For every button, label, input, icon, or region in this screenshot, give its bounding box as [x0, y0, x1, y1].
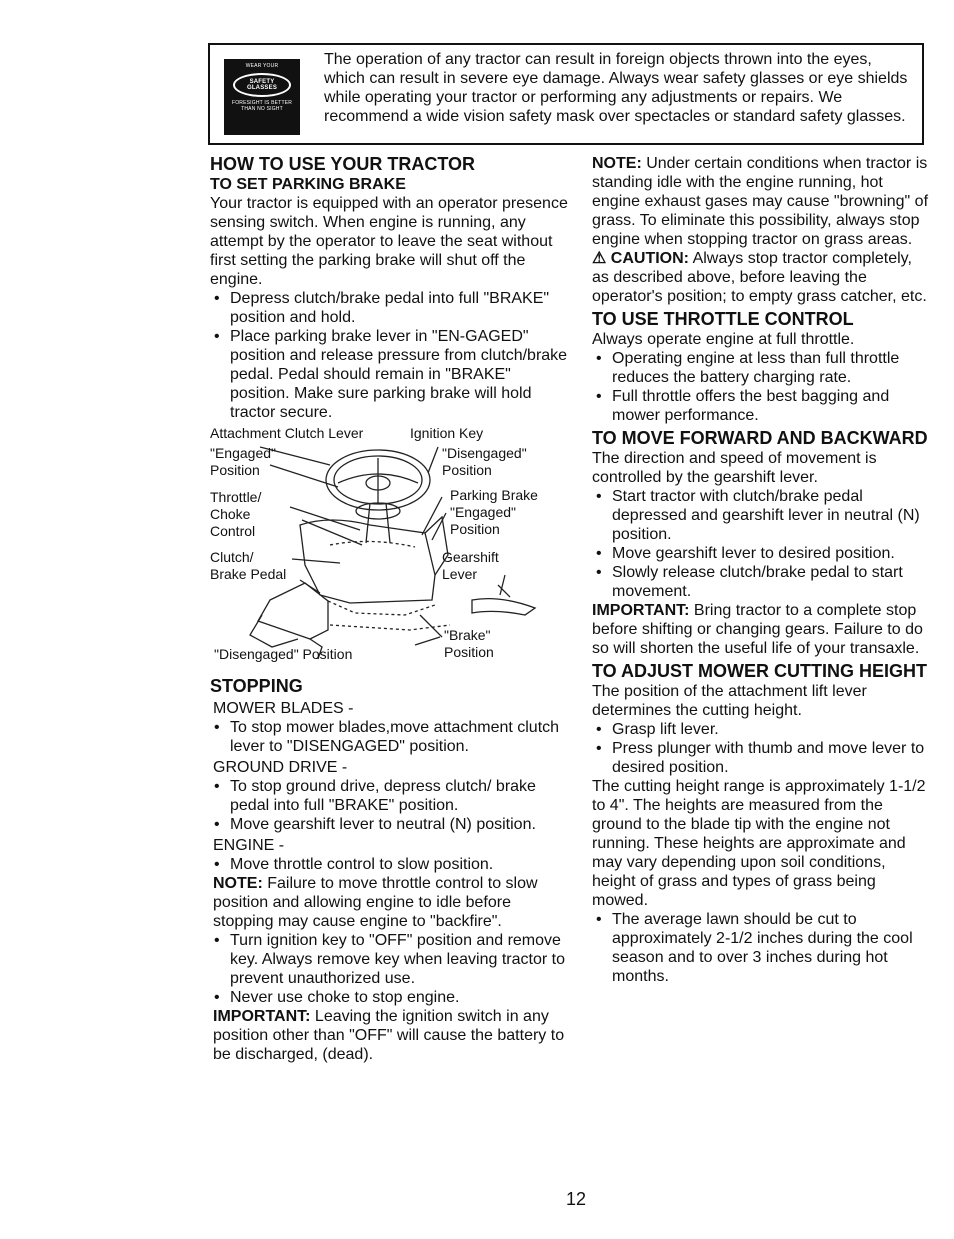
ignition-important: [213, 1007, 570, 1064]
list-item: • Never use choke to stop engine.: [210, 988, 570, 1007]
safety-glasses-icon: [224, 59, 300, 135]
engine-label: ENGINE -: [213, 837, 285, 854]
disengaged-position-bottom-label: "Disengaged" Position: [214, 646, 353, 662]
glasses-shape-icon: SAFETY GLASSES: [233, 73, 291, 97]
mower-blades-label: MOWER BLADES -: [213, 700, 354, 717]
move-text: The direction and speed of movement is controlled by the gearshift lever.: [592, 450, 877, 486]
throttle-choke-control-label: Throttle/ Choke Control: [210, 489, 262, 539]
note-text: Failure to move throttle control to slow position and allowing engine to idle before stopping may cause engine to "backfire".: [213, 875, 538, 930]
ignition-key-label: Ignition Key: [410, 425, 484, 441]
list-item: • To stop mower blades,move attachment clutch lever to "DISENGAGED" position.: [210, 718, 570, 756]
cutting-list-2: [592, 910, 932, 986]
note-text: Under certain conditions when tractor is standing idle with the engine running, hot engine exhaust gases may cause "browning" of grass. To eliminate this possibility, always stop engine when stopping tractor on grass areas.: [592, 155, 929, 248]
parking-brake-list: [210, 289, 570, 422]
left-column: [210, 154, 570, 1064]
ground-drive-list: [210, 777, 570, 834]
safety-warning-box: [208, 43, 924, 145]
throttle-list: [592, 349, 932, 425]
list-item: • Press plunger with thumb and move lever to desired position.: [592, 739, 932, 777]
exhaust-note: [592, 154, 932, 249]
caution-label: ⚠ CAUTION:: [592, 250, 689, 267]
caution-text: Always stop tractor completely, as described above, before leaving the operator's position; to empty grass catcher, etc.: [592, 250, 927, 305]
attachment-clutch-lever-label: Attachment Clutch Lever: [210, 425, 364, 441]
list-item: • Move throttle control to slow position.: [210, 855, 570, 874]
cutting-text: The position of the attachment lift lever determines the cutting height.: [592, 683, 867, 719]
parking-brake-heading: TO SET PARKING BRAKE: [210, 176, 406, 193]
icon-line-3: FORESIGHT IS BETTER THAN NO SIGHT: [231, 100, 293, 112]
move-heading: TO MOVE FORWARD AND BACKWARD: [592, 428, 928, 448]
engine-list-2: [210, 931, 570, 1007]
important-label: IMPORTANT:: [592, 602, 690, 619]
ground-drive-label: GROUND DRIVE -: [213, 759, 348, 776]
list-item: • Place parking brake lever in "EN-GAGED" position and release pressure from clutch/brake pedal. Pedal should remain in "BRAKE" position. Make sure parking brake will hold tractor secure.: [210, 327, 570, 422]
list-item: • Grasp lift lever.: [592, 720, 932, 739]
section-title: HOW TO USE YOUR TRACTOR: [210, 154, 476, 174]
page-number: 12: [566, 1189, 587, 1209]
engine-note: [213, 874, 570, 931]
engine-list: [210, 855, 570, 874]
tractor-controls-figure: [210, 425, 570, 670]
note-label: NOTE:: [213, 875, 263, 892]
list-item: • Start tractor with clutch/brake pedal depressed and gearshift lever in neutral (N) position.: [592, 487, 932, 544]
throttle-text: Always operate engine at full throttle.: [592, 331, 855, 348]
brake-position-label: "Brake" Position: [444, 627, 494, 660]
mower-blades-list: [210, 718, 570, 756]
move-list: [592, 487, 932, 601]
disengaged-position-top-label: "Disengaged" Position: [442, 445, 527, 478]
cutting-list: [592, 720, 932, 777]
list-item: • Move gearshift lever to desired position.: [592, 544, 932, 563]
stopping-heading: STOPPING: [210, 676, 303, 696]
cutting-heading: TO ADJUST MOWER CUTTING HEIGHT: [592, 661, 927, 681]
list-item: • Operating engine at less than full throttle reduces the battery charging rate.: [592, 349, 932, 387]
right-column: [592, 154, 932, 986]
note-label: NOTE:: [592, 155, 642, 172]
list-item: • The average lawn should be cut to approximately 2-1/2 inches during the cool season and to over 3 inches during hot months.: [592, 910, 932, 986]
cutting-range-text: The cutting height range is approximately 1-1/2 to 4". The heights are measured from the ground to the blade tip with the engine not running. These heights are approximate and may vary depending upon soil conditions, height of grass and types of grass being mowed.: [592, 778, 926, 909]
transaxle-important: [592, 601, 932, 658]
important-label: IMPORTANT:: [213, 1008, 311, 1025]
list-item: • Full throttle offers the best bagging and mower performance.: [592, 387, 932, 425]
warning-text: The operation of any tractor can result in foreign objects thrown into the eyes, which can result in severe eye damage. Always wear safety glasses or eye shields while operating your tractor or performing any adjustments or repairs. We recommend a wide vision safety mask over spectacles or standard safety glasses.: [324, 51, 908, 125]
important-text: Leaving the ignition switch in any position other than "OFF" will cause the battery to be discharged, (dead).: [213, 1008, 565, 1063]
throttle-heading: TO USE THROTTLE CONTROL: [592, 309, 854, 329]
clutch-brake-pedal-label: Clutch/ Brake Pedal: [210, 549, 287, 582]
list-item: • Slowly release clutch/brake pedal to start movement.: [592, 563, 932, 601]
parking-brake-text: Your tractor is equipped with an operator presence sensing switch. When engine is running, any attempt by the operator to leave the seat without first setting the parking brake will shut off the engine.: [210, 195, 568, 288]
gearshift-lever-label: Gearshift Lever: [442, 549, 499, 582]
list-item: • To stop ground drive, depress clutch/ brake pedal into full "BRAKE" position.: [210, 777, 570, 815]
engaged-position-label: "Engaged" Position: [210, 445, 276, 478]
important-text: Bring tractor to a complete stop before shifting or changing gears. Failure to do so will shorten the useful life of your transaxle.: [592, 602, 923, 657]
list-item: • Depress clutch/brake pedal into full "BRAKE" position and hold.: [210, 289, 570, 327]
icon-line-1: WEAR YOUR: [245, 63, 279, 69]
list-item: • Turn ignition key to "OFF" position and remove key. Always remove key when leaving tractor to prevent unauthorized use.: [210, 931, 570, 988]
parking-brake-engaged-label: Parking Brake "Engaged" Position: [450, 487, 538, 537]
caution-text-block: [592, 249, 932, 306]
list-item: • Move gearshift lever to neutral (N) position.: [210, 815, 570, 834]
